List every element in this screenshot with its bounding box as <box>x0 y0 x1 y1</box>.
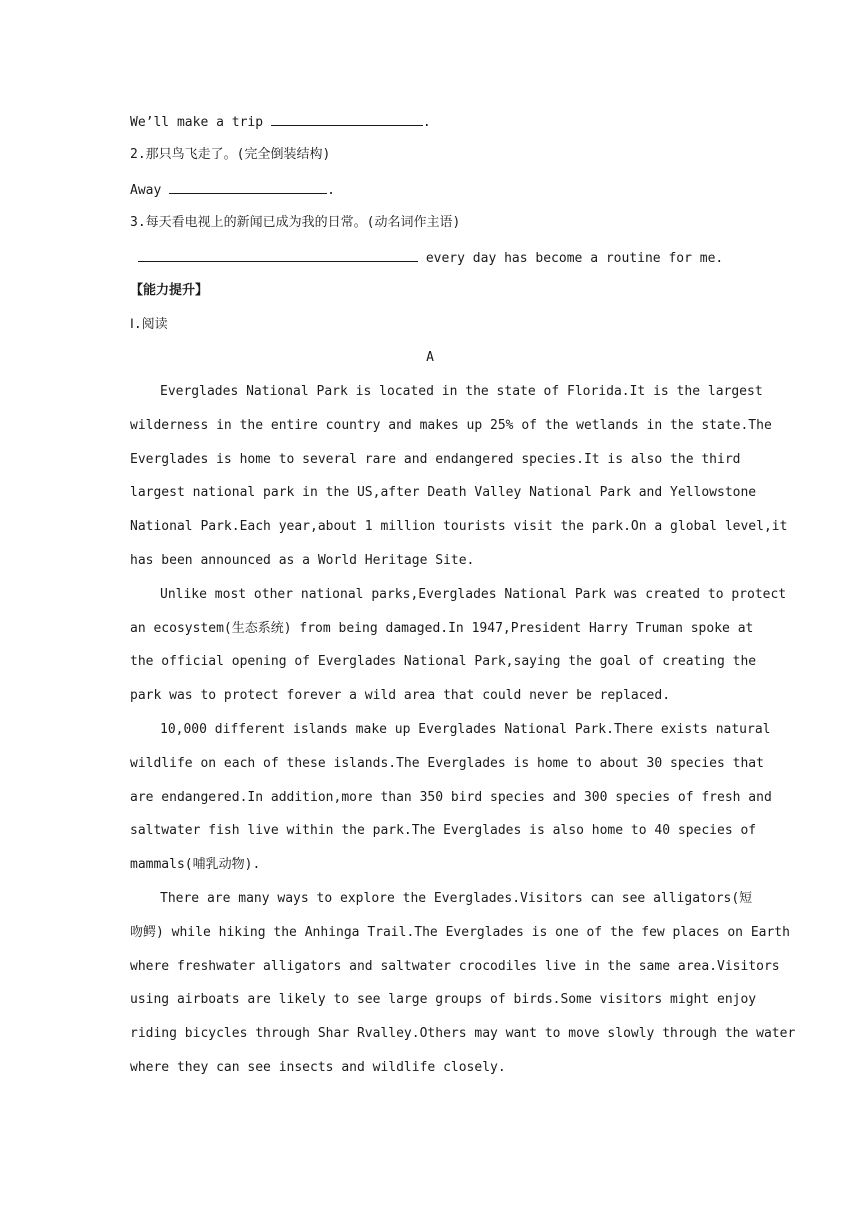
exercise-1-prefix: We’ll make a trip <box>130 115 264 130</box>
passage-line: has been announced as a World Heritage Site. <box>130 553 475 568</box>
passage-line: wildlife on each of these islands.The Everglades is home to about 30 species that <box>130 756 764 771</box>
exercise-2-prefix: Away <box>130 183 162 198</box>
passage-line: where freshwater alligators and saltwater crocodiles live in the same area.Visitors <box>130 959 780 974</box>
exercise-1-line <box>130 111 730 133</box>
passage-line: saltwater fish live within the park.The Everglades is also home to 40 species of <box>130 823 757 838</box>
passage-line: 吻鳄) while hiking the Anhinga Trail.The Everglades is one of the few places on Earth <box>130 925 790 940</box>
passage-line: the official opening of Everglades National Park,saying the goal of creating the <box>130 654 757 669</box>
passage-line: largest national park in the US,after Death Valley National Park and Yellowstone <box>130 485 757 500</box>
exercise-3-line <box>130 247 730 269</box>
passage-line: where they can see insects and wildlife closely. <box>130 1060 506 1075</box>
exercise-3-suffix: every day has become a routine for me. <box>425 251 724 266</box>
exercise-2-period: . <box>327 183 335 198</box>
exercise-2-blank[interactable] <box>169 179 327 194</box>
passage-line: mammals(哺乳动物). <box>130 857 261 872</box>
passage-line: wilderness in the entire country and makes up 25% of the wetlands in the state.The <box>130 418 772 433</box>
passage-line: Unlike most other national parks,Everglades National Park was created to protect <box>160 587 787 602</box>
passage-line: using airboats are likely to see large groups of birds.Some visitors might enjoy <box>130 992 757 1007</box>
passage-line: 10,000 different islands make up Everglades National Park.There exists natural <box>160 722 771 737</box>
passage-line: park was to protect forever a wild area that could never be replaced. <box>130 688 671 703</box>
exercise-1-blank[interactable] <box>271 111 423 126</box>
exercise-2-label: 2.那只鸟飞走了。(完全倒装结构) <box>130 147 331 162</box>
section-title: 【能力提升】 <box>130 283 209 298</box>
passage-line: Everglades National Park is located in the state of Florida.It is the largest <box>160 384 763 399</box>
section-subtitle: Ⅰ.阅读 <box>130 317 168 332</box>
exercise-1-period: . <box>422 115 431 130</box>
passage-line: National Park.Each year,about 1 million tourists visit the park.On a global level,it <box>130 519 788 534</box>
exercise-3-label: 3.每天看电视上的新闻已成为我的日常。(动名词作主语) <box>130 215 461 230</box>
passage-line: riding bicycles through Shar Rvalley.Others may want to move slowly through the water <box>130 1026 796 1041</box>
passage-line: Everglades is home to several rare and endangered species.It is also the third <box>130 452 741 467</box>
passage-label: A <box>426 350 434 365</box>
passage-line: There are many ways to explore the Everglades.Visitors can see alligators(短 <box>160 891 753 906</box>
passage-line: an ecosystem(生态系统) from being damaged.In 1947,President Harry Truman spoke at <box>130 621 754 636</box>
exercise-2-line <box>130 179 730 201</box>
passage-line: are endangered.In addition,more than 350 bird species and 300 species of fresh and <box>130 790 772 805</box>
exercise-3-blank[interactable] <box>138 247 418 262</box>
